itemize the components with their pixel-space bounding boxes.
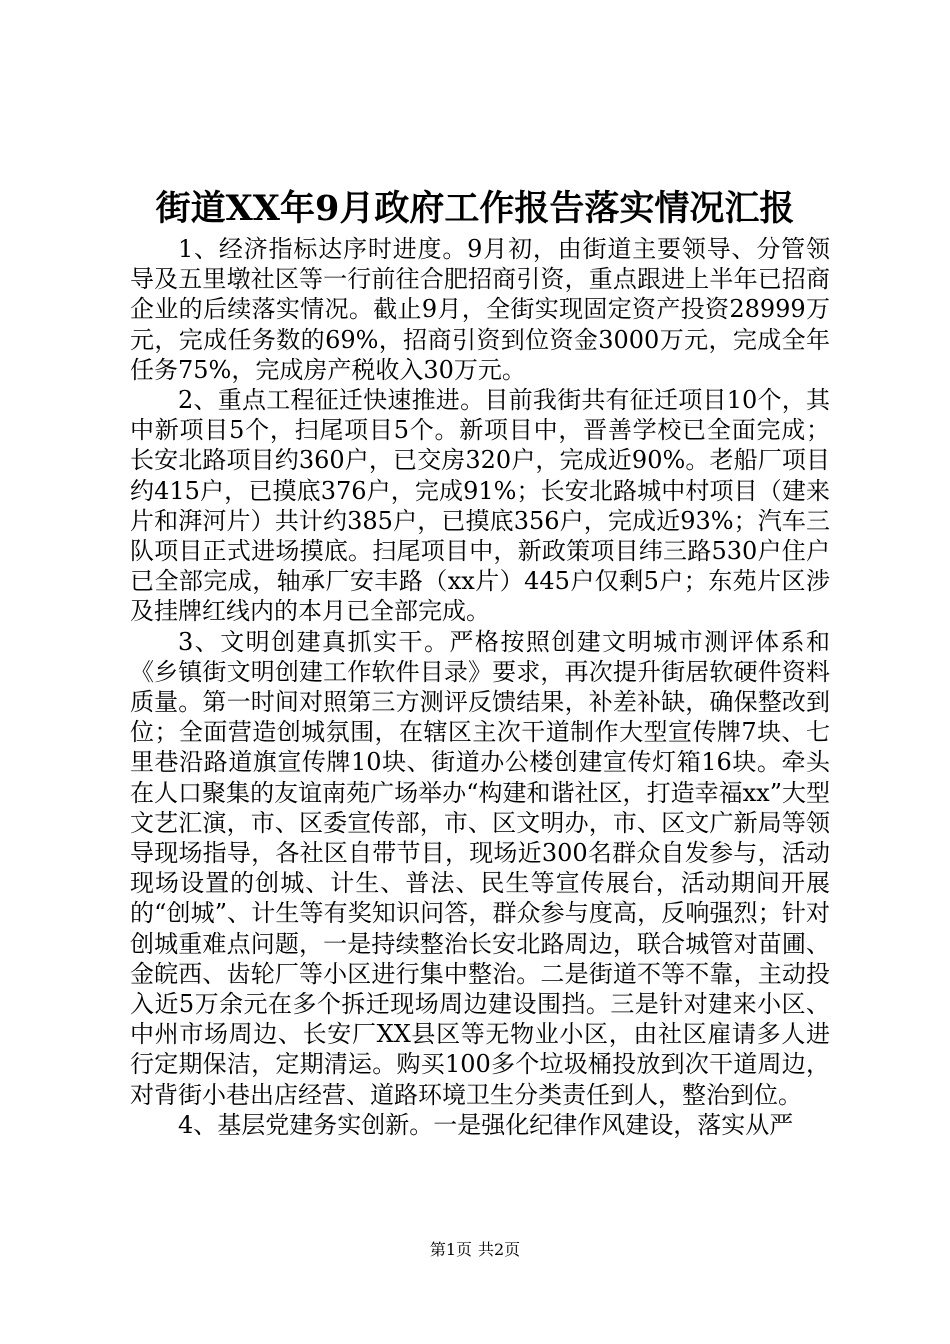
- document-body: [130, 234, 830, 1140]
- document-title: 街道XX年9月政府工作报告落实情况汇报: [155, 188, 795, 229]
- page-footer: [0, 1240, 950, 1260]
- page-number: 第1页: [429, 1240, 472, 1259]
- paragraph-2: 2、重点工程征迁快速推进。目前我街共有征迁项目10个，其中新项目5个，扫尾项目5个。新项目中，晋善学校已全面完成；长安北路项目约360户，已交房320户，完成近90%。老船厂项目约415户，已摸底376户，完成91%；长安北路城中村项目（建来片和湃河片）共计约385户，已摸底356户，完成近93%；汽车三队项目正式进场摸底。扫尾项目中，新政策项目纬三路530户住户已全部完成，轴承厂安丰路（xx片）445户仅剩5户；东苑片区涉及挂牌红线内的本月已全部完成。: [130, 386, 830, 626]
- paragraph-4: 4、基层党建务实创新。一是强化纪律作风建设，落实从严: [178, 1110, 794, 1139]
- paragraph-1: 1、经济指标达序时进度。9月初，由街道主要领导、分管领导及五里墩社区等一行前往合肥招商引资，重点跟进上半年已招商企业的后续落实情况。截止9月，全街实现固定资产投资28999万元，完成任务数的69%，招商引资到位资金3000万元，完成全年任务75%，完成房产税收入30万元。: [130, 235, 830, 384]
- page-total: 共2页: [478, 1240, 521, 1259]
- paragraph-3: 3、文明创建真抓实干。严格按照创建文明城市测评体系和《乡镇街文明创建工作软件目录》要求，再次提升街居软硬件资料质量。第一时间对照第三方测评反馈结果，补差补缺，确保整改到位；全面营造创城氛围，在辖区主次干道制作大型宣传牌7块、七里巷沿路道旗宣传牌10块、街道办公楼创建宣传灯箱16块。牵头在人口聚集的友谊南苑广场举办“构建和谐社区，打造幸福xx”大型文艺汇演，市、区委宣传部，市、区文明办，市、区文广新局等领导现场指导，各社区自带节目，现场近300名群众自发参与，活动现场设置的创城、计生、普法、民生等宣传展台，活动期间开展的“创城”、计生等有奖知识问答，群众参与度高，反响强烈；针对创城重难点问题，一是持续整治长安北路周边，联合城管对苗圃、金皖西、齿轮厂等小区进行集中整治。二是街道不等不靠，主动投入近5万余元在多个拆迁现场周边建设围挡。三是针对建来小区、中州市场周边、长安厂XX县区等无物业小区，由社区雇请多人进行定期保洁，定期清运。购买100多个垃圾桶投放到次干道周边，对背街小巷出店经营、道路环境卫生分类责任到人，整治到位。: [130, 627, 830, 1109]
